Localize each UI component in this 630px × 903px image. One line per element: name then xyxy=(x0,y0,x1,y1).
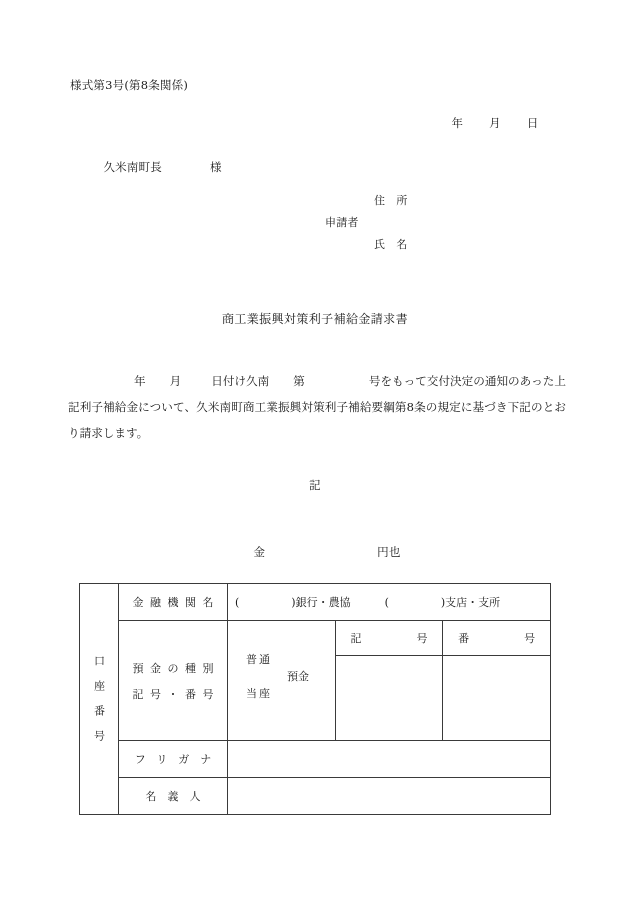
deposit-type-value-cell[interactable] xyxy=(228,621,336,741)
body-number-prefix: 第 xyxy=(293,374,305,388)
deposit-option-touza[interactable]: 当座 xyxy=(246,687,272,700)
furigana-value-cell[interactable] xyxy=(228,741,551,778)
bangou-header-cell xyxy=(443,621,551,656)
body-dated-label: 日付け久南 xyxy=(211,374,270,388)
bangou-value-cell[interactable] xyxy=(443,656,551,741)
body-line3: とおり請求します。 xyxy=(68,400,566,440)
kigou-header-cell xyxy=(335,621,443,656)
table-row xyxy=(80,741,551,778)
amount-line xyxy=(238,535,401,570)
bank-name-value-cell[interactable] xyxy=(228,584,551,621)
bangou-label: 番 号 xyxy=(458,632,547,645)
deposit-yokin-label: 預金 xyxy=(287,670,309,683)
date-day-label: 日 xyxy=(526,115,539,130)
account-number-vertical-header xyxy=(80,584,119,815)
applicant-address-label: 住 所 xyxy=(374,194,408,207)
deposit-labels-cell xyxy=(119,621,228,741)
bank-paren-open: ( xyxy=(235,596,240,609)
body-paragraph xyxy=(68,368,566,446)
bank-name-label-cell xyxy=(119,584,228,621)
account-holder-label-cell xyxy=(119,778,228,815)
body-line1-rest: 号をもって交付決定の通知のあった上 xyxy=(368,374,566,388)
amount-currency-label: 金 xyxy=(253,544,266,559)
applicant-name-label: 氏 名 xyxy=(374,238,408,251)
kigou-value-cell[interactable] xyxy=(335,656,443,741)
addressee-honorific: 様 xyxy=(209,159,222,174)
account-holder-value-cell[interactable] xyxy=(228,778,551,815)
ki-marker: 記 xyxy=(309,478,321,492)
addressee-name: 久米南町長 xyxy=(103,159,162,174)
body-year-label: 年 xyxy=(134,374,146,388)
table-row xyxy=(80,621,551,656)
date-line xyxy=(436,106,539,141)
vertical-header-text: 口座番号 xyxy=(92,654,106,755)
furigana-label: フリガナ xyxy=(134,753,223,766)
account-holder-label: 名義人 xyxy=(145,790,212,803)
page-title: 商工業振興対策利子補給金請求書 xyxy=(221,312,408,326)
date-year-label: 年 xyxy=(451,115,464,130)
bank-paren-close: )銀行・農協 xyxy=(291,596,351,609)
branch-paren-close: )支店・支所 xyxy=(440,596,501,609)
amount-unit-label: 円也 xyxy=(377,544,401,559)
account-table xyxy=(79,583,551,815)
body-month-label: 月 xyxy=(169,374,182,388)
table-row xyxy=(80,584,551,621)
deposit-option-futsu[interactable]: 普通 xyxy=(246,653,272,666)
date-month-label: 月 xyxy=(489,115,501,130)
kigou-label: 記 号 xyxy=(350,632,439,645)
addressee-line xyxy=(88,150,222,185)
branch-paren-open: ( xyxy=(384,596,389,609)
bank-name-label: 金融機関名 xyxy=(132,596,220,609)
form-number: 様式第3号(第8条関係) xyxy=(70,78,189,92)
table-row xyxy=(80,778,551,815)
body-line2: 記利子補給金について、久米南町商工業振興対策利子補給要綱第8条の規定に基づき下記の xyxy=(68,400,543,414)
account-number-label: 記号・番号 xyxy=(132,687,220,701)
furigana-label-cell xyxy=(119,741,228,778)
applicant-label: 申請者 xyxy=(325,216,359,229)
deposit-type-label: 預金の種別 xyxy=(132,661,220,675)
